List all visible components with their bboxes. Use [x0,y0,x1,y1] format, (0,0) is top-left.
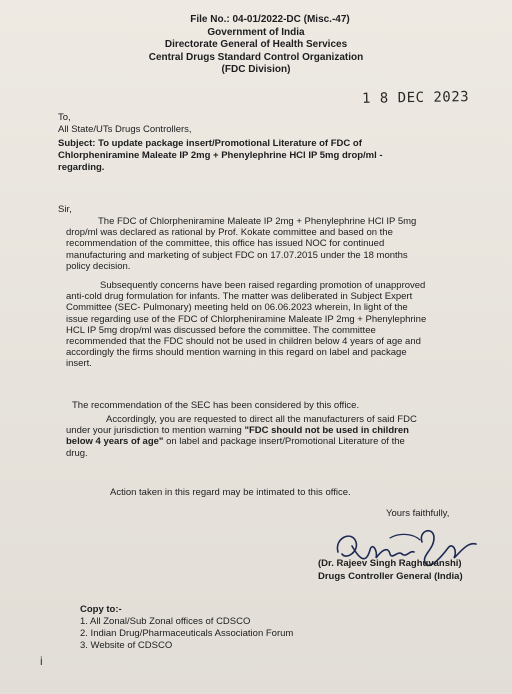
paragraph-line: anti-cold drug formulation for infants. The matter was deliberated in Subject Expert [66,291,413,303]
paragraph-line: policy decision. [66,260,131,272]
paragraph-line: drug. [66,447,88,459]
recipient: All State/UTs Drugs Controllers, [58,124,192,135]
paragraph-line: HCL IP 5mg drop/ml was discussed before the committee. The committee [66,324,376,336]
paragraph-line: Committee (SEC- Pulmonary) meeting held on 06.06.2023 wherein, In light of the [66,302,408,314]
paragraph-line: manufacturing and marketing of subject FDC on 17.07.2015 under the 18 months [66,249,408,261]
to-label: To, [58,112,71,123]
paragraph-3 [72,400,490,411]
paragraph-line: recommendation of the committee, this office has issued NOC for continued [66,238,385,250]
text-run: on label and package insert/Promotional Literature of the [163,436,405,448]
paragraph-line: The recommendation of the SEC has been considered by this office. [72,400,360,411]
subject-line: Subject: To update package insert/Promotional Literature of FDC of [58,138,362,149]
list-item: 2. Indian Drug/Pharmaceuticals Association Forum [80,628,294,639]
paragraph-4 [66,414,484,459]
paragraph-2 [66,280,484,370]
text-run: under your jurisdiction to mention warning [66,425,245,437]
subject-line: regarding. [58,162,105,173]
paragraph-line: The FDC of Chlorpheniramine Maleate IP 2mg + Phenylephrine HCl IP 5mg [98,216,417,227]
organization-line: Central Drugs Standard Control Organization [148,51,364,63]
paragraph-line: insert. [66,358,92,370]
paragraph-line: Action taken in this regard may be intimated to this office. [110,487,351,498]
paragraph-line: recommended that the FDC should not be used in children below 4 years of age and [66,336,421,348]
directorate-line: Directorate General of Health Services [164,39,348,50]
list-item: 1. All Zonal/Sub Zonal offices of CDSCO [80,616,251,627]
signatory-name: (Dr. Rajeev Singh Raghuvanshi) [318,558,462,569]
margin-mark: i [40,654,43,668]
paragraph-line: drop/ml was declared as rational by Prof. Kokate committee and based on the [66,227,393,239]
salutation: Sir, [58,204,72,215]
warning-text: below 4 years of age" [66,436,164,448]
paragraph-line: Accordingly, you are requested to direct all the manufacturers of said FDC [106,414,417,425]
government-line: Government of India [207,26,305,38]
closing: Yours faithfully, [386,508,450,519]
date-stamp: 1 8 DEC 2023 [361,89,470,107]
list-item: 3. Website of CDSCO [80,640,173,651]
copy-to-title: Copy to:- [80,604,122,615]
paragraph-line: Subsequently concerns have been raised regarding promotion of unapproved [100,280,426,291]
letterhead [0,14,512,77]
copy-to-block [80,604,293,652]
paragraph-line: accordingly the firms should mention warning in this regard on label and package [66,347,407,359]
paragraph-5 [110,487,512,498]
paragraph-line: issue regarding use of the FDC of Chlorpheniramine Maleate IP 2mg + Phenylephrine [66,313,427,325]
addressee-block [58,112,192,136]
signatory-designation: Drugs Controller General (India) [318,570,463,582]
division-line: (FDC Division) [221,64,291,75]
signatory-block [318,558,463,583]
subject-line: Chlorpheniramine Maleate IP 2mg + Phenylephrine HCl IP 5mg drop/ml - [58,150,383,161]
file-number: File No.: 04-01/2022-DC (Misc.-47) [190,14,350,25]
paragraph-line [66,436,484,447]
warning-text: "FDC should not be used in children [244,425,409,437]
paragraph-line [66,425,484,436]
subject-block [58,138,483,174]
paragraph-1 [66,216,484,272]
